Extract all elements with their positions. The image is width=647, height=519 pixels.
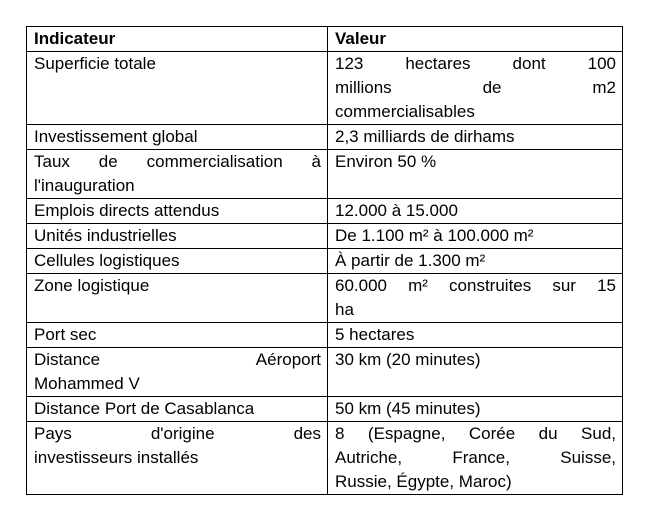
cell-text-line: Superficie totale bbox=[34, 54, 156, 73]
cell-text-line: 30 km (20 minutes) bbox=[335, 350, 481, 369]
cell-text-line: l'inauguration bbox=[34, 176, 135, 195]
table-row bbox=[27, 348, 623, 397]
cell-text-line: commercialisables bbox=[335, 102, 475, 121]
value-cell bbox=[328, 348, 623, 397]
cell-text-line: Pays d'origine des bbox=[34, 424, 321, 443]
indicators-table bbox=[26, 26, 623, 495]
value-cell bbox=[328, 125, 623, 150]
cell-text-line: 2,3 milliards de dirhams bbox=[335, 127, 515, 146]
cell-text-line: Port sec bbox=[34, 325, 97, 344]
cell-text-line: Unités industrielles bbox=[34, 226, 177, 245]
cell-text-line: 123 hectares dont 100 bbox=[335, 54, 616, 73]
indicator-cell bbox=[27, 125, 328, 150]
cell-text-line: Emplois directs attendus bbox=[34, 201, 220, 220]
cell-text-line: Distance Aéroport bbox=[34, 350, 321, 369]
value-cell bbox=[328, 52, 623, 125]
cell-text-line: Autriche, France, Suisse, bbox=[335, 448, 616, 467]
value-cell bbox=[328, 422, 623, 495]
cell-text-line: ha bbox=[335, 300, 354, 319]
table-row bbox=[27, 199, 623, 224]
cell-text-line: Investissement global bbox=[34, 127, 198, 146]
cell-text-line: 60.000 m² construites sur 15 bbox=[335, 276, 616, 295]
indicator-cell bbox=[27, 249, 328, 274]
indicator-cell bbox=[27, 323, 328, 348]
value-cell bbox=[328, 323, 623, 348]
cell-text-line: De 1.100 m² à 100.000 m² bbox=[335, 226, 534, 245]
table-row bbox=[27, 249, 623, 274]
cell-text-line: 50 km (45 minutes) bbox=[335, 399, 481, 418]
table-row bbox=[27, 422, 623, 495]
cell-text-line: 12.000 à 15.000 bbox=[335, 201, 458, 220]
cell-text-line: millions de m2 bbox=[335, 78, 616, 97]
table-row bbox=[27, 323, 623, 348]
value-cell bbox=[328, 249, 623, 274]
value-cell bbox=[328, 397, 623, 422]
indicator-cell bbox=[27, 150, 328, 199]
table-row bbox=[27, 150, 623, 199]
value-cell bbox=[328, 224, 623, 249]
indicator-cell bbox=[27, 397, 328, 422]
cell-text-line: Mohammed V bbox=[34, 374, 140, 393]
table-row bbox=[27, 397, 623, 422]
cell-text-line: 8 (Espagne, Corée du Sud, bbox=[335, 424, 616, 443]
header-indicateur: Indicateur bbox=[27, 27, 328, 52]
indicator-cell bbox=[27, 348, 328, 397]
indicator-cell bbox=[27, 274, 328, 323]
cell-text-line: À partir de 1.300 m² bbox=[335, 251, 486, 270]
value-cell bbox=[328, 199, 623, 224]
indicator-cell bbox=[27, 52, 328, 125]
indicator-cell bbox=[27, 224, 328, 249]
cell-text-line: investisseurs installés bbox=[34, 448, 199, 467]
header-valeur: Valeur bbox=[328, 27, 623, 52]
table-row bbox=[27, 274, 623, 323]
value-cell bbox=[328, 150, 623, 199]
cell-text-line: Cellules logistiques bbox=[34, 251, 180, 270]
cell-text-line: Taux de commercialisation à bbox=[34, 152, 321, 171]
table-row bbox=[27, 224, 623, 249]
cell-text-line: Distance Port de Casablanca bbox=[34, 399, 255, 418]
indicator-cell bbox=[27, 422, 328, 495]
cell-text-line: Environ 50 % bbox=[335, 152, 437, 171]
table-header-row bbox=[27, 27, 623, 52]
table-row bbox=[27, 52, 623, 125]
cell-text-line: 5 hectares bbox=[335, 325, 415, 344]
value-cell bbox=[328, 274, 623, 323]
table-row bbox=[27, 125, 623, 150]
cell-text-line: Russie, Égypte, Maroc) bbox=[335, 472, 512, 491]
cell-text-line: Zone logistique bbox=[34, 276, 150, 295]
indicator-cell bbox=[27, 199, 328, 224]
